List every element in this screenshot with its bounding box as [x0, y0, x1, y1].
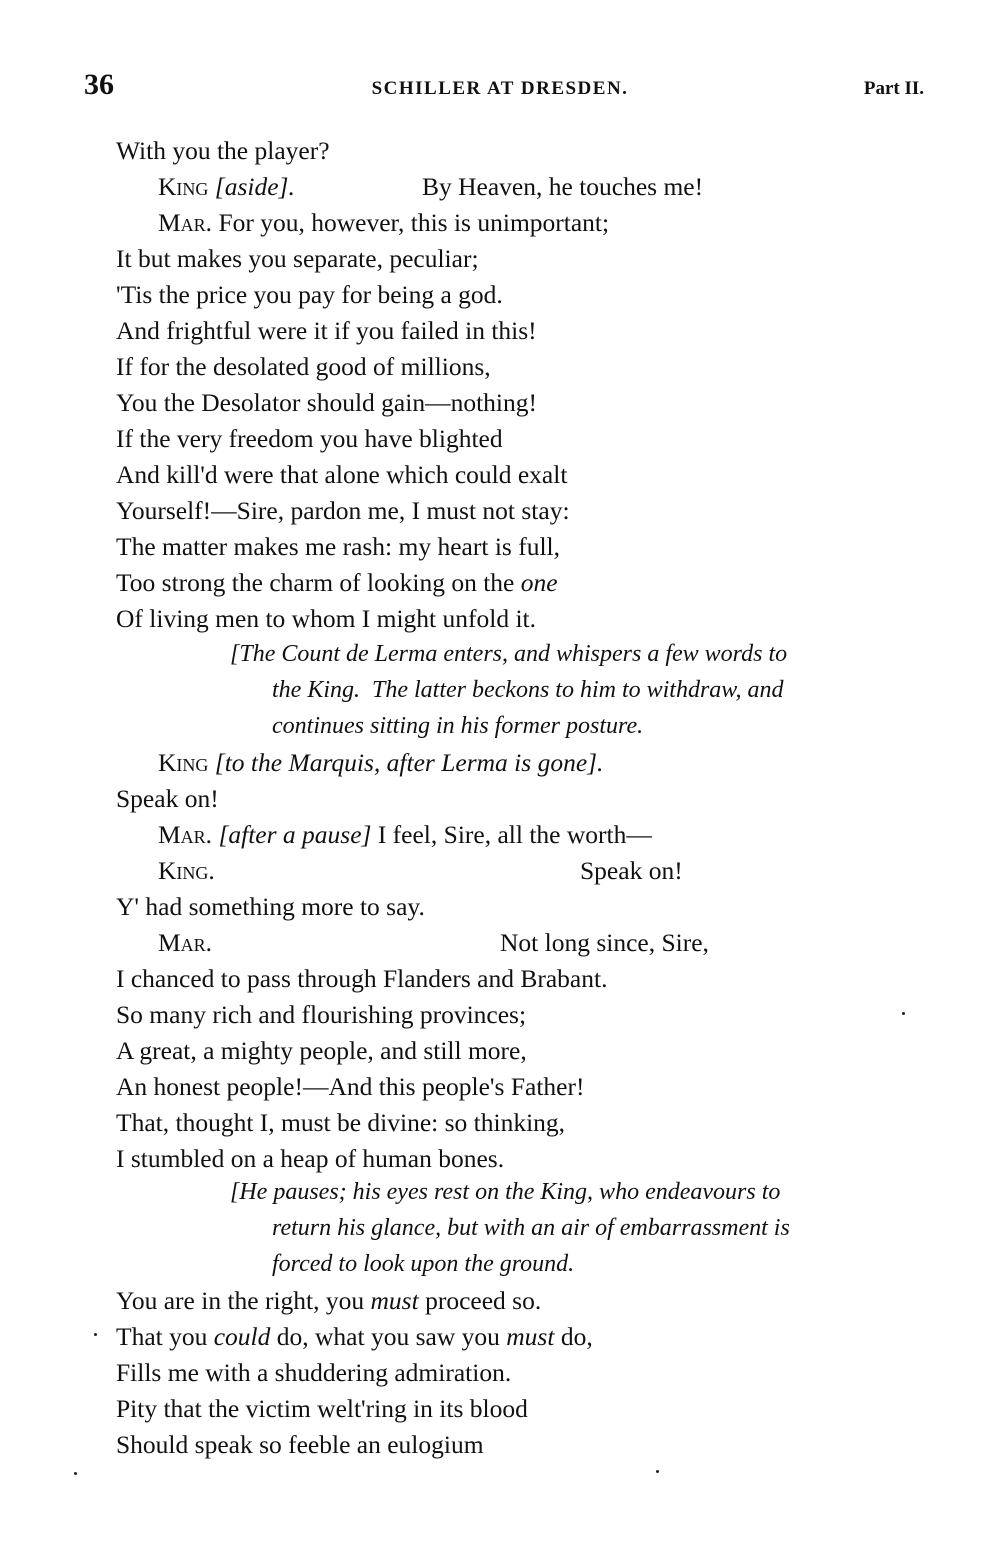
emphasis-one: one	[520, 568, 558, 597]
verse-text: Too strong the charm of looking on the	[116, 568, 521, 597]
speaker-king: King	[158, 748, 209, 777]
speaker-line	[158, 856, 683, 886]
verse-line: And frightful were it if you failed in this!	[116, 316, 537, 345]
verse-line: That, thought I, must be divine: so thinking,	[116, 1108, 566, 1137]
verse-line: It but makes you separate, peculiar;	[116, 244, 479, 273]
verse-line: So many rich and flourishing provinces;	[116, 1000, 527, 1029]
page-number: 36	[84, 68, 114, 101]
speaker-king: King.	[158, 856, 215, 885]
verse-text: I feel, Sire, all the worth—	[377, 820, 652, 849]
speaker-mar: Mar.	[158, 928, 213, 957]
speaker-king: King	[158, 172, 209, 201]
verse-text: For you, however, this is unimportant;	[218, 208, 610, 237]
print-speck	[902, 1012, 905, 1015]
verse-line: You the Desolator should gain—nothing!	[116, 388, 537, 417]
stage-direction	[230, 1174, 930, 1282]
speaker-mar: Mar.	[158, 820, 213, 849]
verse-line: Pity that the victim welt'ring in its blood	[116, 1394, 528, 1423]
part-label: Part II.	[863, 78, 924, 99]
print-speck	[656, 1470, 659, 1473]
running-title: SCHILLER AT DRESDEN.	[371, 78, 629, 99]
verse-text: proceed so.	[418, 1286, 542, 1315]
stage-direction-line: continues sitting in his former posture.	[272, 713, 644, 739]
stage-direction-line: return his glance, but with an air of embarrassment is	[272, 1215, 790, 1241]
verse-line: And kill'd were that alone which could exalt	[116, 460, 568, 489]
stage-direction	[230, 636, 930, 744]
speaker-line	[158, 172, 704, 202]
speaker-line	[158, 820, 652, 850]
verse-line: 'Tis the price you pay for being a god.	[116, 280, 503, 309]
verse-line: I chanced to pass through Flanders and Brabant.	[116, 964, 608, 993]
verse-line	[116, 1286, 541, 1316]
verse-text: Not long since, Sire,	[500, 928, 709, 957]
verse-text: You are in the right, you	[116, 1286, 371, 1315]
speaker-mar: Mar.	[158, 208, 213, 237]
verse-line: A great, a mighty people, and still more,	[116, 1036, 527, 1065]
verse-line: Y' had something more to say.	[116, 892, 425, 921]
verse-line: Of living men to whom I might unfold it.	[116, 604, 537, 633]
emphasis-must: must	[370, 1286, 419, 1315]
verse-text: That you	[116, 1322, 214, 1351]
verse-text: By Heaven, he touches me!	[422, 172, 704, 201]
verse-line: With you the player?	[116, 136, 330, 165]
verse-line: An honest people!—And this people's Father!	[116, 1072, 585, 1101]
verse-text: Speak on!	[580, 856, 683, 885]
stage-direction-line: [He pauses; his eyes rest on the King, who endeavours to	[230, 1179, 781, 1205]
aside-direction: [aside].	[214, 172, 295, 201]
speaker-line	[158, 208, 609, 238]
speaker-line	[158, 748, 603, 778]
print-speck	[94, 1333, 97, 1336]
verse-line: I stumbled on a heap of human bones.	[116, 1144, 505, 1173]
verse-line	[116, 1322, 593, 1352]
stage-direction-line: the King. The latter beckons to him to withdraw, and	[272, 677, 784, 703]
stage-direction-line: forced to look upon the ground.	[272, 1251, 575, 1277]
emphasis-must: must	[506, 1322, 555, 1351]
verse-line: Yourself!—Sire, pardon me, I must not stay:	[116, 496, 570, 525]
verse-line: Should speak so feeble an eulogium	[116, 1430, 484, 1459]
stage-direction-inline: [to the Marquis, after Lerma is gone].	[214, 748, 604, 777]
verse-line: The matter makes me rash: my heart is full,	[116, 532, 560, 561]
stage-direction-line: [The Count de Lerma enters, and whispers a few words to	[230, 641, 788, 667]
emphasis-could: could	[213, 1322, 271, 1351]
verse-line: Fills me with a shuddering admiration.	[116, 1358, 512, 1387]
verse-line: Speak on!	[116, 784, 219, 813]
print-speck	[74, 1472, 77, 1475]
verse-text: do,	[554, 1322, 593, 1351]
verse-line	[116, 568, 558, 598]
stage-direction-inline: [after a pause]	[218, 820, 372, 849]
verse-line: If the very freedom you have blighted	[116, 424, 503, 453]
speaker-line	[158, 928, 709, 958]
verse-text: do, what you saw you	[270, 1322, 507, 1351]
verse-line: If for the desolated good of millions,	[116, 352, 491, 381]
